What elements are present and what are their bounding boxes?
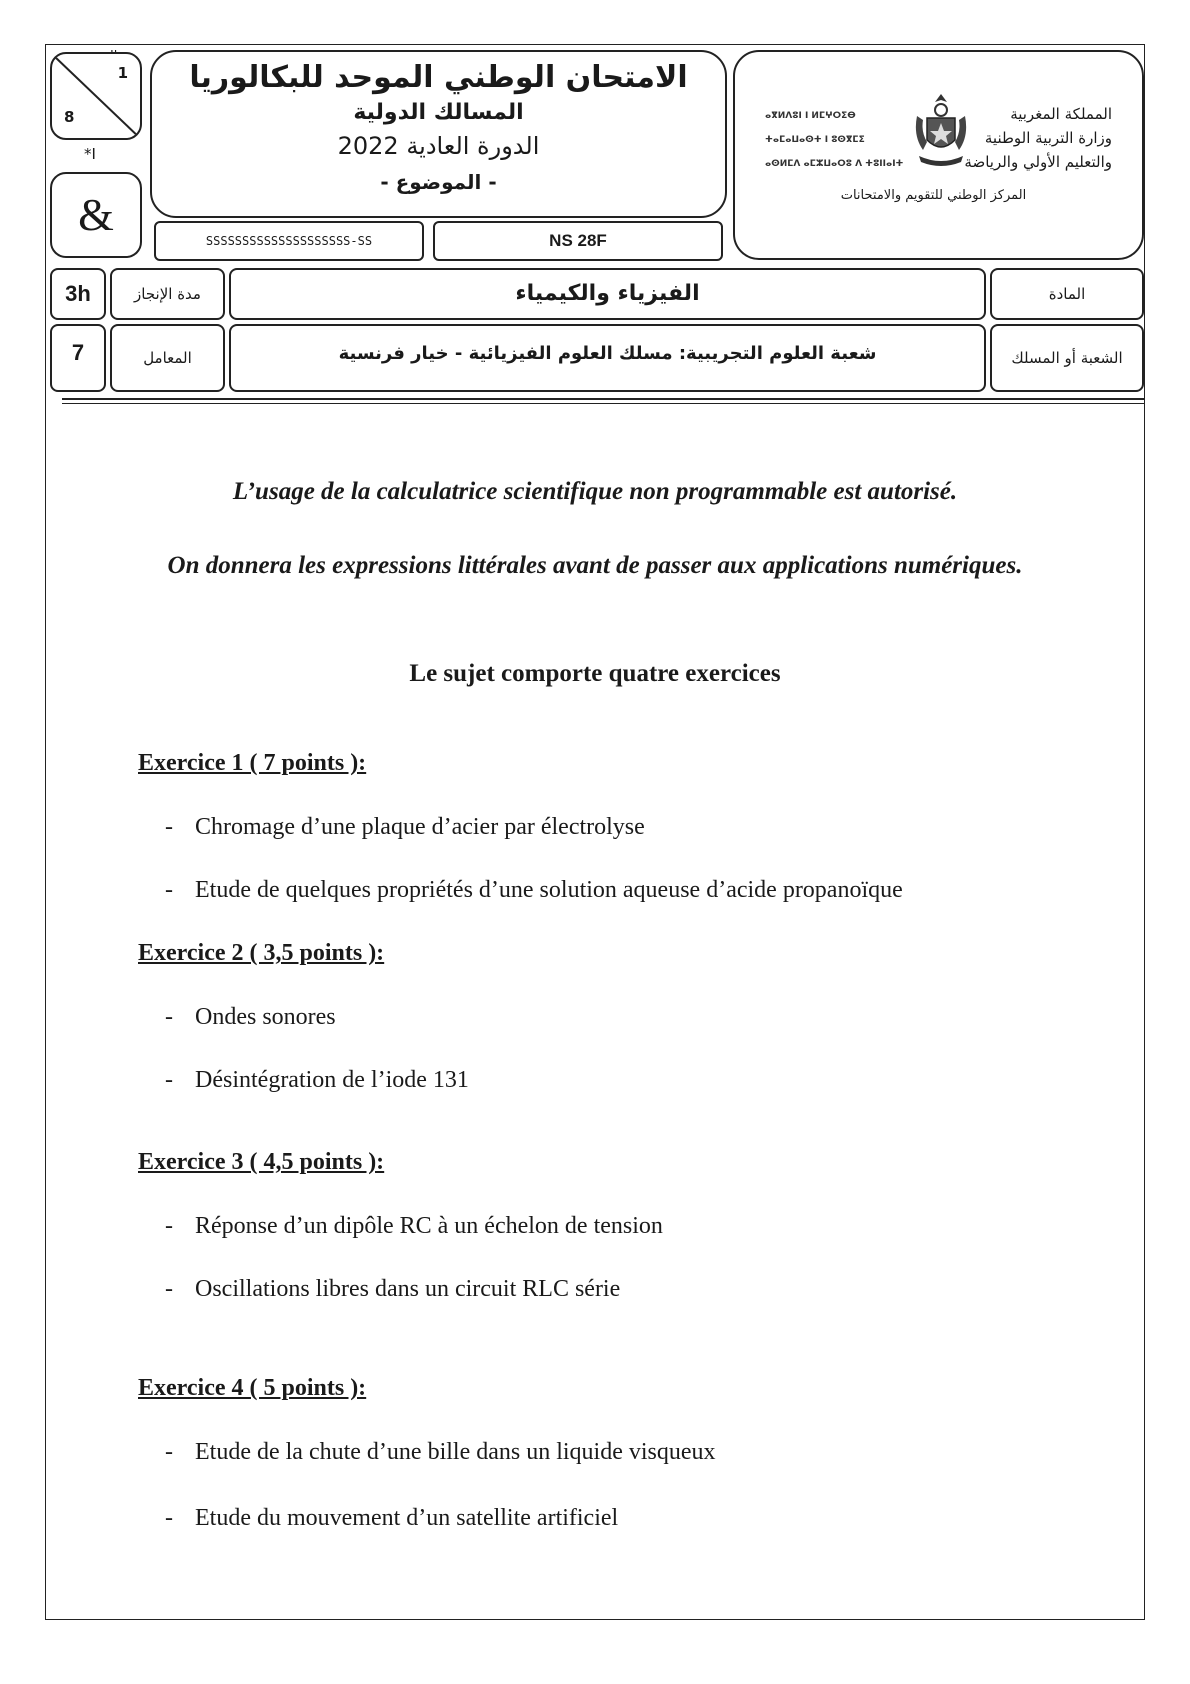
- duration-label: مدة الإنجاز: [134, 285, 201, 303]
- list-item: [165, 1505, 618, 1532]
- bullet: -: [165, 814, 173, 840]
- exam-track: المسالك الدولية: [353, 100, 524, 125]
- list-item: [165, 1276, 620, 1303]
- candidate-code: SSSSSSSSSSSSSSSSSSSS-SS: [205, 234, 373, 248]
- exercise-topic: Etude de quelques propriétés d’une solution aqueuse d’acide propanoïque: [195, 877, 903, 903]
- coef-label: المعامل: [143, 349, 192, 367]
- exercise-topic: Chromage d’une plaque d’acier par électrolyse: [195, 814, 645, 840]
- subject-label: المادة: [1048, 285, 1086, 303]
- exercise-topic: Réponse d’un dipôle RC à un échelon de tension: [195, 1213, 663, 1239]
- header-rule: [62, 398, 1144, 400]
- exam-code: NS 28F: [549, 231, 607, 250]
- ministry-tifinagh-line: ⴰⴳⵍⴷⵓⵏ ⵏ ⵍⵎⵖⵔⵉⴱ: [765, 111, 856, 121]
- exercise-4-title: Exercice 4 ( 5 points ):: [138, 1375, 367, 1401]
- page-total: 8: [64, 108, 75, 126]
- exercise-topic: Désintégration de l’iode 131: [195, 1067, 469, 1093]
- ministry-box: [733, 50, 1144, 260]
- calculator-notice: L’usage de la calculatrice scientifique non programmable est autorisé.: [232, 478, 958, 505]
- exercise-topic: Oscillations libres dans un circuit RLC série: [195, 1276, 621, 1302]
- coef-value-cell: [50, 324, 106, 392]
- ministry-arabic-line: وزارة التربية الوطنية: [984, 129, 1112, 147]
- branch-value: شعبة العلوم التجريبية: مسلك العلوم الفيزيائية - خيار فرنسية: [338, 343, 877, 364]
- ministry-arabic: [964, 102, 1112, 174]
- coat-of-arms-icon: [911, 90, 971, 172]
- duration-value: 3h: [65, 281, 91, 306]
- exercise-1-title: Exercice 1 ( 7 points ):: [138, 750, 367, 776]
- ministry-arabic-line: والتعليم الأولي والرياضة: [964, 153, 1112, 171]
- ministry-tifinagh-line: ⴰⵙⵍⵎⴷ ⴰⵎⵣⵡⴰⵔⵓ ⴷ ⵜⵓⵏⵏⴰⵏⵜ: [765, 159, 904, 169]
- branch-cell: [229, 324, 986, 392]
- ampersand-box: [50, 172, 142, 258]
- coef-label-cell: [110, 324, 225, 392]
- exam-title: الامتحان الوطني الموحد للبكالوريا: [189, 60, 688, 95]
- bullet: -: [165, 1004, 173, 1030]
- ministry-tifinagh: [765, 104, 903, 176]
- exercise-2-title: Exercice 2 ( 3,5 points ):: [138, 940, 385, 966]
- bullet: -: [165, 1067, 173, 1093]
- duration-label-cell: [110, 268, 225, 320]
- expressions-notice: On donnera les expressions littérales avant de passer aux applications numériques.: [167, 552, 1023, 579]
- subject-summary: Le sujet comporte quatre exercices: [409, 660, 781, 687]
- branch-label-cell: [990, 324, 1144, 392]
- list-item: [165, 1067, 469, 1094]
- exercise-topic: Etude du mouvement d’un satellite artificiel: [195, 1505, 619, 1531]
- list-item: [165, 814, 645, 841]
- page-current: 1: [117, 64, 128, 82]
- duration-value-cell: [50, 268, 106, 320]
- list-item: [165, 1439, 716, 1466]
- bullet: -: [165, 877, 173, 903]
- subject-value: الفيزياء والكيمياء: [515, 281, 700, 306]
- ministry-arabic-line: المملكة المغربية: [1010, 105, 1112, 123]
- list-item: [165, 1213, 663, 1240]
- ministry-tifinagh-line: ⵜⴰⵎⴰⵡⴰⵙⵜ ⵏ ⵓⵙⴳⵎⵉ: [765, 135, 865, 145]
- ampersand-mark: &: [78, 189, 114, 240]
- bullet: -: [165, 1505, 173, 1531]
- ministry-center: المركز الوطني للتقويم والامتحانات: [840, 188, 1027, 203]
- page-divider-icon: [52, 54, 142, 140]
- subject-cell: [229, 268, 986, 320]
- coef-value: 7: [71, 340, 85, 365]
- bullet: -: [165, 1439, 173, 1465]
- exercise-3-title: Exercice 3 ( 4,5 points ):: [138, 1149, 385, 1175]
- exercise-topic: Ondes sonores: [195, 1004, 336, 1030]
- page-number-box: [50, 52, 142, 140]
- page-code: *I: [84, 145, 96, 163]
- list-item: [165, 877, 903, 904]
- bullet: -: [165, 1213, 173, 1239]
- exam-session: الدورة العادية 2022: [337, 132, 540, 160]
- exam-code-box: [433, 221, 723, 261]
- exam-subject-heading: - الموضوع -: [380, 170, 497, 194]
- exercise-topic: Etude de la chute d’une bille dans un liquide visqueux: [195, 1439, 716, 1465]
- bullet: -: [165, 1276, 173, 1302]
- header-rule-thin: [62, 403, 1144, 404]
- candidate-code-box: [154, 221, 424, 261]
- exam-title-box: [150, 50, 727, 218]
- subject-label-cell: [990, 268, 1144, 320]
- branch-label: الشعبة أو المسلك: [1011, 349, 1123, 367]
- list-item: [165, 1004, 336, 1031]
